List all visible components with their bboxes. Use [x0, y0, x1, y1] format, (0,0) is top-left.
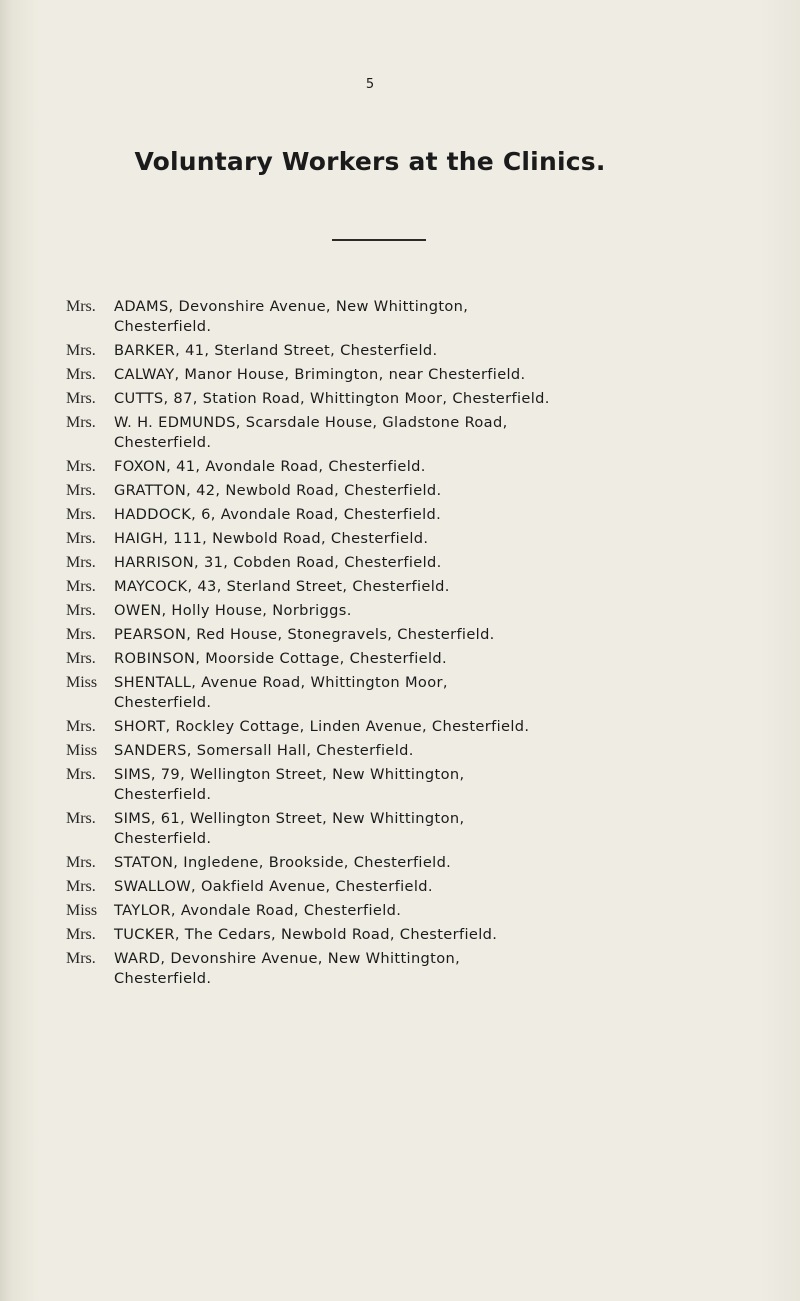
list-item: [66, 673, 796, 713]
worker-name-address: W. H. EDMUNDS, Scarsdale House, Gladstone Road, Chesterfield.: [114, 414, 508, 451]
worker-honorific: Mrs.: [66, 342, 96, 359]
worker-name-address: ADAMS, Devonshire Avenue, New Whittington, Chesterfield.: [114, 298, 469, 335]
worker-honorific: Mrs.: [66, 854, 96, 871]
worker-honorific: Mrs.: [66, 458, 96, 475]
page-title: Voluntary Workers at the Clinics.: [134, 147, 606, 176]
list-item: [66, 481, 796, 501]
worker-name-address: SHENTALL, Avenue Road, Whittington Moor, Chesterfield.: [114, 674, 448, 711]
worker-honorific: Mrs.: [66, 554, 96, 571]
worker-honorific: Mrs.: [66, 530, 96, 547]
worker-name-address: FOXON, 41, Avondale Road, Chesterfield.: [114, 458, 426, 475]
worker-honorific: Mrs.: [66, 390, 96, 407]
worker-name-address: STATON, Ingledene, Brookside, Chesterfield.: [114, 854, 452, 871]
worker-honorific: Mrs.: [66, 578, 96, 595]
list-item: [66, 741, 796, 761]
worker-name-address: CALWAY, Manor House, Brimington, near Chesterfield.: [114, 366, 526, 383]
list-item: [66, 505, 796, 525]
worker-name-address: MAYCOCK, 43, Sterland Street, Chesterfield.: [114, 578, 450, 595]
page-number: 5: [365, 77, 375, 92]
worker-honorific: Miss: [66, 902, 98, 919]
worker-honorific: Mrs.: [66, 602, 96, 619]
worker-honorific: Mrs.: [66, 878, 96, 895]
worker-name-address: SIMS, 61, Wellington Street, New Whittington, Chesterfield.: [114, 810, 465, 847]
list-item: [66, 297, 796, 337]
list-item: [66, 765, 796, 805]
list-item: [66, 365, 796, 385]
worker-name-address: CUTTS, 87, Station Road, Whittington Moor, Chesterfield.: [114, 390, 550, 407]
worker-list: [66, 297, 796, 993]
worker-name-address: HARRISON, 31, Cobden Road, Chesterfield.: [114, 554, 442, 571]
worker-name-address: SIMS, 79, Wellington Street, New Whittington, Chesterfield.: [114, 766, 465, 803]
list-item: [66, 601, 796, 621]
list-item: [66, 457, 796, 477]
worker-name-address: SWALLOW, Oakfield Avenue, Chesterfield.: [114, 878, 433, 895]
worker-honorific: Mrs.: [66, 366, 96, 383]
worker-honorific: Miss: [66, 742, 98, 759]
worker-honorific: Mrs.: [66, 626, 96, 643]
worker-name-address: WARD, Devonshire Avenue, New Whittington, Chesterfield.: [114, 950, 461, 987]
worker-name-address: HADDOCK, 6, Avondale Road, Chesterfield.: [114, 506, 442, 523]
worker-name-address: HAIGH, 111, Newbold Road, Chesterfield.: [114, 530, 429, 547]
title-divider: [332, 239, 426, 241]
worker-name-address: OWEN, Holly House, Norbriggs.: [114, 602, 352, 619]
list-item: [66, 529, 796, 549]
worker-honorific: Mrs.: [66, 482, 96, 499]
worker-honorific: Mrs.: [66, 414, 96, 431]
worker-name-address: TUCKER, The Cedars, Newbold Road, Chesterfield.: [114, 926, 498, 943]
worker-name-address: SHORT, Rockley Cottage, Linden Avenue, Chesterfield.: [114, 718, 530, 735]
worker-name-address: ROBINSON, Moorside Cottage, Chesterfield.: [114, 650, 448, 667]
worker-name-address: BARKER, 41, Sterland Street, Chesterfield.: [114, 342, 438, 359]
list-item: [66, 649, 796, 669]
list-item: [66, 625, 796, 645]
list-item: [66, 925, 796, 945]
worker-name-address: TAYLOR, Avondale Road, Chesterfield.: [114, 902, 402, 919]
list-item: [66, 809, 796, 849]
worker-honorific: Mrs.: [66, 506, 96, 523]
worker-honorific: Mrs.: [66, 950, 96, 967]
worker-honorific: Miss: [66, 674, 98, 691]
list-item: [66, 413, 796, 453]
list-item: [66, 577, 796, 597]
worker-name-address: PEARSON, Red House, Stonegravels, Chesterfield.: [114, 626, 495, 643]
list-item: [66, 901, 796, 921]
list-item: [66, 553, 796, 573]
worker-honorific: Mrs.: [66, 650, 96, 667]
worker-honorific: Mrs.: [66, 810, 96, 827]
list-item: [66, 341, 796, 361]
worker-honorific: Mrs.: [66, 766, 96, 783]
worker-name-address: GRATTON, 42, Newbold Road, Chesterfield.: [114, 482, 442, 499]
worker-honorific: Mrs.: [66, 298, 96, 315]
list-item: [66, 877, 796, 897]
list-item: [66, 717, 796, 737]
worker-honorific: Mrs.: [66, 718, 96, 735]
list-item: [66, 853, 796, 873]
worker-name-address: SANDERS, Somersall Hall, Chesterfield.: [114, 742, 414, 759]
worker-honorific: Mrs.: [66, 926, 96, 943]
list-item: [66, 949, 796, 989]
list-item: [66, 389, 796, 409]
